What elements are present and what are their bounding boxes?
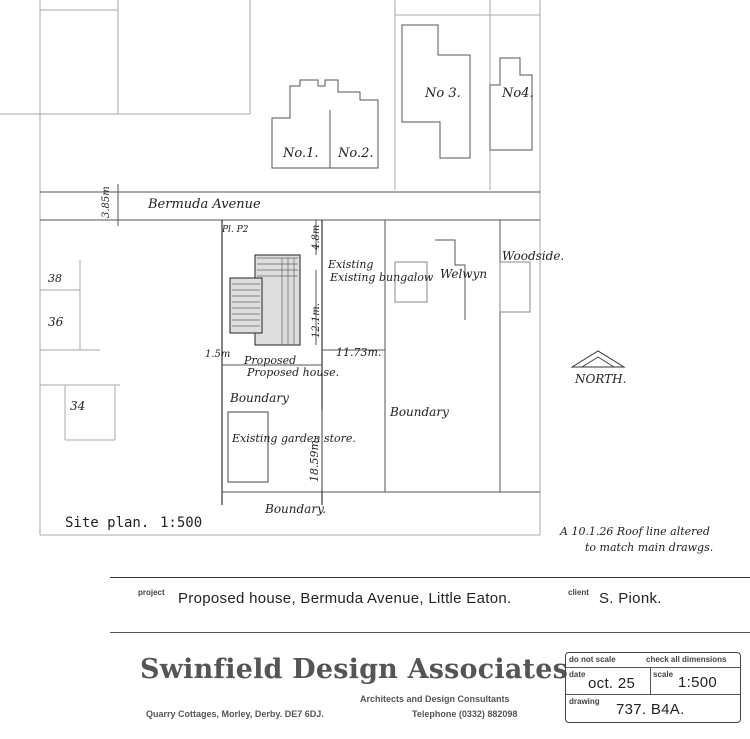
road-width-label: 3.85m (101, 186, 112, 218)
title-block-divider (110, 632, 750, 633)
project-label: project (138, 588, 165, 597)
plot-36-label: 36 (48, 315, 64, 329)
houses-no3-no4 (402, 25, 534, 158)
house-no3-label: No 3. (425, 86, 461, 101)
dim-11-73: 11.73m. (336, 346, 382, 359)
road-name-label: Bermuda Avenue (148, 197, 261, 212)
house-no1-label: No.1. (283, 146, 319, 161)
date-label: date (569, 670, 586, 679)
firm-name: Swinfield Design Associates (140, 654, 568, 685)
houses-no1-no2 (272, 80, 378, 168)
drawing-info-box (565, 652, 741, 723)
plan-title: Site plan. (65, 515, 150, 531)
road-bermuda-avenue (40, 184, 540, 226)
proposed-house-label: Proposed house. (247, 366, 340, 379)
proposed-house-label-1: Proposed (244, 354, 297, 367)
house-no2-label: No.2. (338, 146, 374, 161)
plot-34-label: 34 (70, 399, 86, 413)
scale-value: 1:500 (678, 674, 718, 691)
proposed-house-footprint (230, 255, 300, 345)
dim-12-1: 12.1m. (311, 303, 322, 338)
plot-p2-label: Pl. P2 (222, 225, 249, 235)
plot-38-label: 38 (48, 272, 62, 285)
woodside-label: Woodside. (502, 249, 565, 263)
boundary-label-3: Boundary. (265, 502, 327, 516)
plan-scale: 1:500 (160, 515, 203, 531)
check-dimensions-label: check all dimensions (646, 655, 727, 664)
scale-label: scale (653, 670, 674, 679)
existing-bungalow-label: Existing bungalow (330, 271, 434, 284)
revision-line-1: A 10.1.26 Roof line altered (560, 525, 710, 538)
dim-4-8: 4.8m (311, 224, 322, 250)
firm-address: Quarry Cottages, Morley, Derby. DE7 6DJ. (146, 709, 324, 719)
garden-store-outline (228, 412, 268, 482)
drawing-value: 737. B4A. (616, 701, 685, 718)
boundary-labels (222, 391, 540, 516)
garden-store-label: Existing garden store. (232, 432, 356, 445)
project-value: Proposed house, Bermuda Avenue, Little Eaton. (178, 590, 512, 607)
client-value: S. Pionk. (599, 590, 662, 607)
house-no4-label: No4. (502, 86, 534, 101)
firm-tagline: Architects and Design Consultants (360, 694, 510, 704)
north-arrow (572, 351, 626, 386)
firm-telephone: Telephone (0332) 882098 (412, 709, 518, 719)
boundary-label-1: Boundary (230, 391, 289, 405)
revision-line-2: to match main drawgs. (585, 541, 714, 554)
title-block (110, 577, 750, 739)
plots-left (40, 260, 120, 440)
existing-bungalow-label-1: Existing (328, 258, 374, 271)
date-value: oct. 25 (588, 675, 636, 692)
dim-1-5: 1.5m (205, 349, 231, 360)
dim-18-59: 18.59m. (308, 436, 321, 482)
client-label: client (568, 588, 589, 597)
welwyn-label: Welwyn (440, 267, 488, 281)
boundary-label-2: Boundary (390, 405, 449, 419)
do-not-scale-label: do not scale (569, 655, 616, 664)
north-label: NORTH. (575, 372, 627, 386)
drawing-label: drawing (569, 697, 600, 706)
